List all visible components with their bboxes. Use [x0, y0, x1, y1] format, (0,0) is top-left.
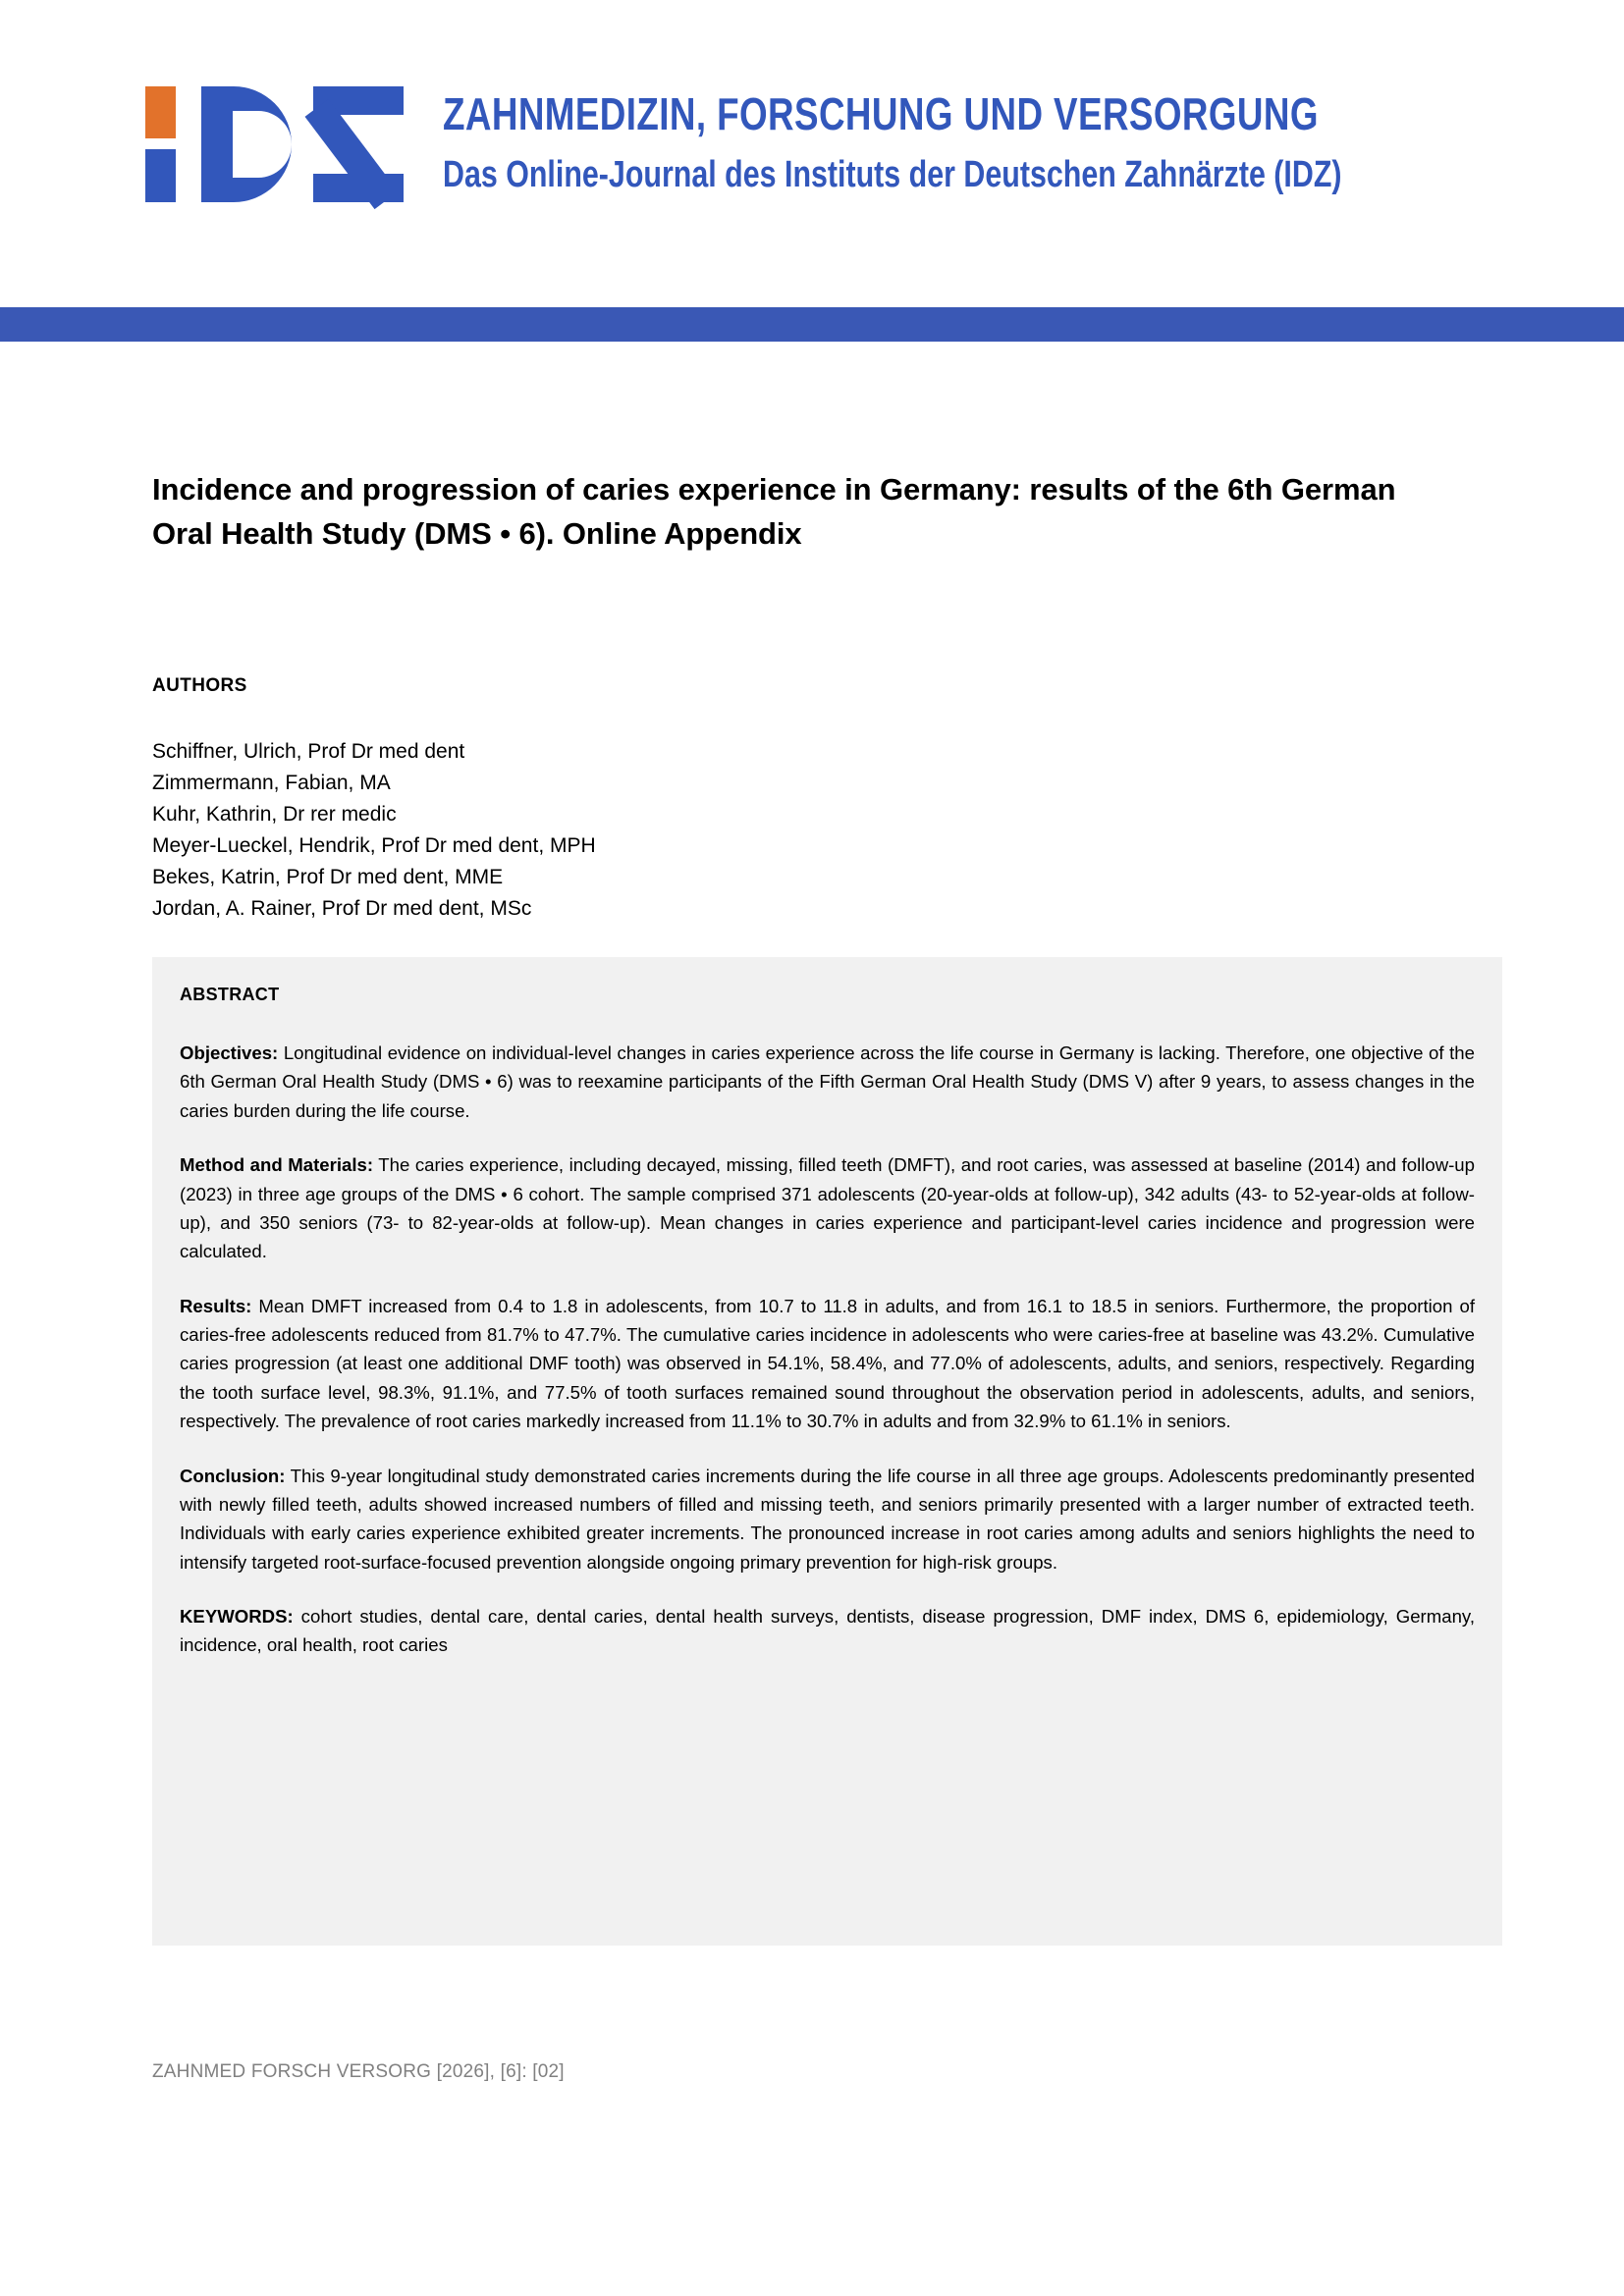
abstract-text-results: Mean DMFT increased from 0.4 to 1.8 in adolescents, from 10.7 to 11.8 in adults, and from 16.1 to 18.5 in seniors. Furthermore, the proportion of caries-free adolescents reduced from 81.7% to 47.7%. The cumulative caries incidence in adolescents who were caries-free at baseline was 43.2%. Cumulative caries progression (at least one additional DMF tooth) was observed in 54.1%, 58.4%, and 77.0% of adolescents, adults, and seniors, respectively. Regarding the tooth surface level, 98.3%, 91.1%, and 77.5% of tooth surfaces remained sound throughout the observation period in adolescents, adults, and seniors, respectively. The prevalence of root caries markedly increased from 11.1% to 30.7% in adults and from 32.9% to 61.1% in seniors.: [180, 1295, 1475, 1432]
abstract-label-conclusion: Conclusion:: [180, 1465, 286, 1486]
footer-citation: ZAHNMED FORSCH VERSORG [2026], [6]: [02]: [152, 2061, 565, 2082]
abstract-box: [152, 957, 1502, 1946]
idz-logo-mark: [145, 86, 404, 202]
abstract-text-methods: The caries experience, including decayed, missing, filled teeth (DMFT), and root caries, was assessed at baseline (2014) and follow-up (2023) in three age groups of the DMS • 6 cohort. The sample comprised 371 adolescents (20-year-olds at follow-up), 342 adults (43- to 52-year-olds at follow-up), and 350 seniors (73- to 82-year-olds at follow-up). Mean changes in caries experience and participant-level caries incidence and progression were calculated.: [180, 1154, 1475, 1262]
authors-heading: AUTHORS: [152, 675, 247, 696]
header-blue-rule: [0, 307, 1624, 342]
page-title: Incidence and progression of caries experience in Germany: results of the 6th German Oral Health Study (DMS • 6). Online Appendix: [152, 471, 1396, 552]
abstract-text-objectives: Longitudinal evidence on individual-level changes in caries experience across the life course in Germany is lacking. Therefore, one objective of the 6th German Oral Health Study (DMS • 6) was to reexamine participants of the Fifth German Oral Health Study (DMS V) after 9 years, to assess changes in the caries burden during the life course.: [180, 1042, 1475, 1121]
logo-letter-d-icon: [201, 86, 292, 202]
author-name: Zimmermann, Fabian, MA: [152, 771, 391, 794]
abstract-paragraph-results: [180, 1292, 1475, 1436]
idz-logo: [145, 86, 1566, 202]
logo-i-orange-segment: [145, 86, 176, 138]
authors-list: [152, 736, 596, 924]
abstract-paragraph-conclusion: [180, 1462, 1475, 1577]
author-name: Meyer-Lueckel, Hendrik, Prof Dr med dent, MPH: [152, 833, 596, 857]
abstract-label-keywords: KEYWORDS:: [180, 1606, 294, 1627]
abstract-heading: ABSTRACT: [180, 985, 280, 1004]
abstract-paragraph-keywords: [180, 1602, 1475, 1660]
abstract-text-conclusion: This 9-year longitudinal study demonstrated caries increments during the life course in all three age groups. Adolescents predominantly presented with newly filled teeth, adults showed increased numbers of filled and missing teeth, and seniors primarily presented with a larger number of extracted teeth. Individuals with early caries experience exhibited greater increments. The pronounced increase in root caries among adults and seniors highlights the need to intensify targeted root-surface-focused prevention alongside ongoing primary prevention for high-risk groups.: [180, 1465, 1475, 1573]
abstract-paragraph-objectives: [180, 1039, 1475, 1125]
journal-title: ZAHNMEDIZIN, FORSCHUNG UND VERSORGUNG: [443, 88, 1319, 139]
author-name: Jordan, A. Rainer, Prof Dr med dent, MSc: [152, 896, 532, 920]
logo-letter-z-icon: [313, 86, 404, 202]
journal-subtitle: Das Online-Journal des Instituts der Deutschen Zahnärzte (IDZ): [443, 153, 1342, 195]
journal-masthead-text: [443, 86, 1566, 195]
page-header: [0, 0, 1624, 307]
logo-z-bottom-bar: [313, 174, 404, 202]
abstract-text-keywords: cohort studies, dental care, dental caries, dental health surveys, dentists, disease progression, DMF index, DMS 6, epidemiology, Germany, incidence, oral health, root caries: [180, 1606, 1475, 1656]
author-name: Schiffner, Ulrich, Prof Dr med dent: [152, 740, 465, 763]
abstract-label-methods: Method and Materials:: [180, 1154, 374, 1176]
author-name: Bekes, Katrin, Prof Dr med dent, MME: [152, 865, 504, 888]
author-name: Kuhr, Kathrin, Dr rer medic: [152, 802, 397, 826]
abstract-label-results: Results:: [180, 1295, 252, 1316]
abstract-paragraph-methods: [180, 1150, 1475, 1266]
logo-i-blue-segment: [145, 149, 176, 202]
logo-letter-i-icon: [145, 86, 176, 202]
abstract-label-objectives: Objectives:: [180, 1042, 279, 1063]
